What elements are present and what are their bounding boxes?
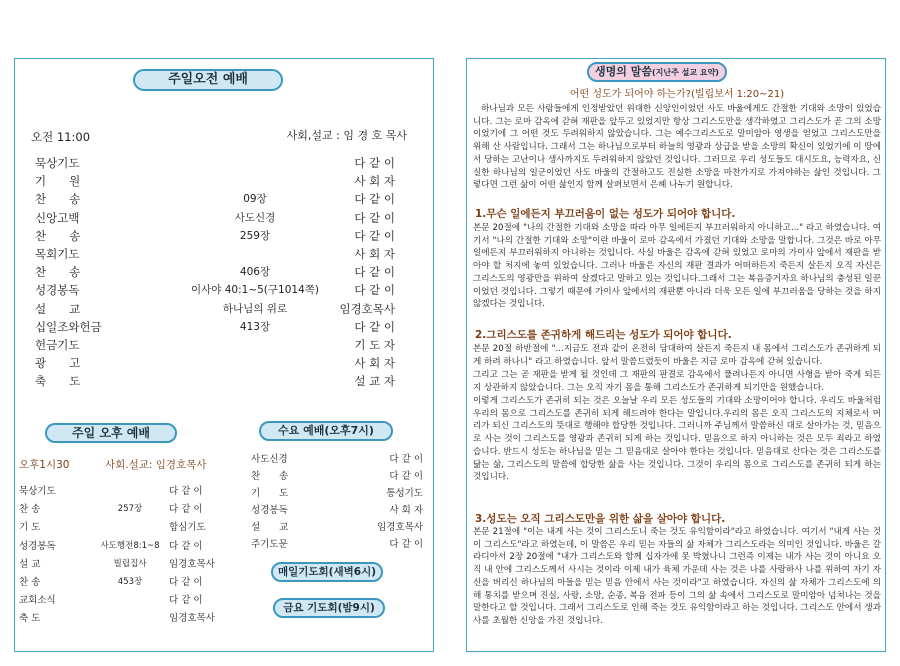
afternoon-order-row-name: 교회소식: [19, 595, 56, 607]
morning-order-row-name: 광 고: [35, 356, 81, 371]
afternoon-order-row-who: 다 같 이: [169, 504, 203, 516]
afternoon-order-row: [19, 610, 249, 627]
wednesday-order-row-name: 성경봉독: [251, 505, 288, 516]
sermon-point-1: 1.무슨 일에든지 부끄러움이 없는 성도가 되어야 합니다.: [475, 208, 736, 220]
morning-order-row-name: 신앙고백: [35, 210, 80, 225]
afternoon-order-row: [19, 501, 249, 518]
afternoon-order-row-mid: 453장: [117, 577, 143, 587]
morning-order-row: [35, 228, 415, 245]
morning-order-row-who: 다 같 이: [354, 156, 395, 170]
morning-order-row-who: 사 회 자: [354, 356, 395, 371]
morning-order-row-name: 묵상기도: [35, 156, 80, 170]
morning-preacher: 사회,설교 : 임 경 호 목사: [286, 129, 407, 142]
morning-order-row-name: 기 원: [35, 174, 81, 189]
sermon-point-2-body-a: 본문 20절 하반절에 "...지금도 전과 같이 온전히 담대하여 살든지 죽든지 내 몸에서 그리스도가 존귀하게 되게 하려 하나니" 라고 하였습니다. 앞서 말씀드렸듯이 바울은 지금 로마 감옥에 갇혀 있습니다.: [473, 344, 881, 367]
wednesday-order-row-who: 다 같 이: [389, 471, 423, 482]
morning-order-row: [35, 337, 415, 354]
morning-order-row-who: 다 같 이: [354, 319, 395, 334]
afternoon-order-row: [19, 538, 249, 555]
morning-order-row: [35, 264, 415, 281]
afternoon-order-row-who: 다 같 이: [169, 577, 203, 588]
sermon-title-sub: (지난주 설교 요약): [651, 68, 719, 77]
afternoon-order-row: [19, 592, 249, 609]
sermon-summary-panel: [466, 58, 886, 652]
morning-order-row: [35, 373, 415, 390]
wednesday-order-row-name: 찬 송: [251, 471, 289, 482]
afternoon-order-row-name: 설 교: [19, 558, 41, 570]
morning-order-row: [35, 155, 415, 172]
wednesday-order-row: [251, 451, 429, 468]
wednesday-order-row-name: 설 교: [251, 522, 289, 533]
wednesday-order-row: [251, 468, 429, 485]
afternoon-order-row-who: 다 같 이: [169, 595, 203, 607]
morning-order-row: [35, 301, 415, 318]
morning-order-row-name: 십일조와헌금: [35, 319, 102, 334]
afternoon-order-row-who: 임경호목사: [169, 613, 215, 625]
wednesday-order-row-who: 사 회 자: [389, 505, 423, 516]
morning-order-row-name: 목회기도: [35, 247, 80, 261]
morning-order-row-mid: 사도신경: [234, 211, 276, 224]
sermon-point-2-body-b: 그리고 그는 곧 재판을 받게 될 것인데 그 재판의 판결로 감옥에서 풀려나든지 아니면 사형을 받아 죽게 되든지 상관하지 않았습니다. 그는 오직 자기 몸을 통해 그리스도가 존귀하게 되기만을 원했습니다.: [473, 370, 881, 393]
wednesday-order-row-name: 주기도문: [251, 539, 288, 550]
afternoon-order-row-name: 묵상기도: [19, 486, 56, 497]
morning-order-row-who: 다 같 이: [354, 228, 395, 243]
morning-order-row: [35, 319, 415, 336]
afternoon-order-row-who: 임경호목사: [169, 558, 215, 570]
sermon-point-1-body: 본문 20절에 "나의 간절한 기대와 소망을 따라 아무 일에든지 부끄러워하지 아니하고..." 라고 하였습니다. 여기서 "나의 간절한 기대와 소망"이란 바울이 로마 감옥에서 가졌던 기대와 소망을 말합니다. 그것은 바로 아무 일에든지 부끄러워하지 아니하는 것입니다. 사실 바울은 감옥에 갇혀 있었고 로마의 가이사 앞에서 재판을 받아야 할 처지에 놓여 있었습니다. 그러나 바울은 자신의 재판 결과가 어떠하든지 죽든지 살든지 오직 자신은 그리스도의 영광만을 위하여 살겠다고 말하고 있는 것입니다.그래서 그는 복음증거자요 하나님의 충성된 일꾼이었던 것입니다. 그렇기 때문에 가이사 앞에서의 재판뿐 아니라 더욱 모든 일에 부끄러움을 당하는 것을 하지 않겠다는 것입니다.: [473, 223, 881, 310]
morning-order-row-mid: 하나님의 위로: [222, 302, 288, 315]
morning-order-row-mid: 413장: [239, 320, 271, 333]
afternoon-order-row: [19, 574, 249, 591]
sermon-point-2-body-c: 이렇게 그리스도가 존귀히 되는 것은 오늘날 우리 모든 성도들의 기대와 소망이어야 합니다. 우리도 바울처럼 우리의 몸으로 그리스도를 존귀히 되게 해드려야 한다는 말입니다.우리의 몸은 오직 그리스도의 지체로서 머리가 되신 그리스도의 뜻대로 행해야 합당한 것입니다. 그러니까 주님께서 말씀하신 대로 살아가는 것, 믿음으로 사는 것이 그리스도를 영광과 존귀히 되게 하는 것입니다. 믿음으로 하지 아니하는 것은 모두 죄라고 하였습니다. 반드시 성도는 하나님을 믿는 그 믿음대로 살아야 한다는 것입니다. 믿음대로 산다는 것은 그리스도를 닮는 삶, 그리스도의 말씀에 합당한 삶을 사는 것입니다. 그것이 우리의 몸으로 그리스도를 존귀히 되게 하는 것입니다.: [473, 396, 881, 483]
morning-order-row-who: 다 같 이: [354, 265, 395, 280]
sermon-title-main: 생명의 말씀: [595, 65, 652, 78]
afternoon-time: 오후1시30: [19, 459, 70, 471]
wednesday-order-row: [251, 536, 429, 553]
morning-order-row: [35, 246, 415, 263]
wednesday-order-row: [251, 519, 429, 536]
daily-prayer-title: 매일기도회(새벽6시): [271, 562, 383, 582]
sermon-point-2: 2.그리스도를 존귀하게 해드리는 성도가 되어야 합니다.: [475, 329, 732, 341]
morning-order-row-name: 찬 송: [35, 192, 81, 207]
sermon-section-title: [587, 62, 727, 82]
morning-order-row: [35, 173, 415, 190]
wednesday-order-row-who: 다 같 이: [389, 454, 423, 465]
morning-order-row-who: 다 같 이: [354, 283, 395, 298]
morning-order-row-who: 기 도 자: [354, 338, 395, 352]
morning-order-row-who: 설 교 자: [354, 374, 395, 389]
morning-order-row-who: 사 회 자: [354, 174, 395, 189]
morning-order-row-mid: 이사야 40:1~5(구1014쪽): [190, 284, 320, 297]
afternoon-order-row-name: 성경봉독: [19, 540, 56, 552]
afternoon-preacher: 사회.설교: 임경호목사: [105, 459, 207, 471]
afternoon-order-row-mid: 257장: [117, 504, 143, 515]
sermon-point-3: 3.성도는 오직 그리스도만을 위한 삶을 살아야 합니다.: [475, 513, 726, 525]
wednesday-order-row-who: 다 같 이: [389, 539, 423, 550]
morning-order-row-name: 찬 송: [35, 228, 81, 243]
morning-worship-title: 주일오전 예배: [133, 69, 283, 91]
morning-time: 오전 11:00: [31, 130, 91, 144]
morning-order-row: [35, 210, 415, 227]
afternoon-order-row: [19, 519, 249, 536]
afternoon-order-row: [19, 556, 249, 573]
morning-order-row-name: 설 교: [35, 301, 81, 316]
afternoon-order-row-mid: 빌립집사: [113, 558, 147, 569]
morning-order-row: [35, 282, 415, 299]
morning-order-row-name: 성경봉독: [35, 283, 80, 298]
afternoon-order-row-name: 찬 송: [19, 577, 41, 588]
morning-order-row: [35, 355, 415, 372]
morning-order-row-name: 헌금기도: [35, 338, 80, 352]
morning-order-row-who: 다 같 이: [354, 192, 395, 207]
sermon-subtitle: 어떤 성도가 되어야 하는가?(빌립보서 1:20~21): [569, 89, 785, 100]
wednesday-order-row: [251, 502, 429, 519]
morning-order-row: [35, 191, 415, 208]
friday-prayer-title: 금요 기도회(밤9시): [273, 598, 385, 618]
sermon-intro: 하나님과 모든 사람들에게 인정받았던 위대한 신앙인이었던 사도 바울에게도 간절한 기대와 소망이 있었습니다. 그는 로마 감옥에 갇혀 재판을 앞두고 있었지만 항상 그리스도만을 생각하였고 그리스도가 곧 그의 소망이었기에 그 어떤 것도 두려워하지 않았습니다. 그는 예수그리스도로 말미암아 영생을 얻었고 그리스도만을 위해 산 사람입니다. 그래서 그는 하나님으로부터 하늘의 영광과 상급을 받을 소망의 확신이 있었기에 이 땅에서 당하는 고난이나 생사까지도 두려워하지 않았던 것입니다. 그러므로 우리 성도들도 대시도요, 능력자요, 신실한 하나님의 일군이었던 사도 바울의 간절하고도 진실한 소망을 마찬가지로 가져야하는 삶인 것입니다. 그렇다면 그런 삶이 어떤 삶인지 함께 살펴보면서 은혜 나누기 원합니다.: [473, 104, 881, 191]
afternoon-order-row-who: 다 같 이: [169, 486, 203, 497]
wednesday-worship-title: 수요 예배(오후7시): [259, 421, 393, 441]
morning-order-row-who: 사 회 자: [354, 247, 395, 261]
afternoon-order-row-name: 기 도: [19, 522, 41, 534]
afternoon-order-row-who: 합심기도: [169, 522, 206, 534]
morning-order-row-mid: 09장: [243, 193, 267, 206]
morning-order-row-name: 축 도: [35, 374, 81, 389]
morning-order-row-who: 다 같 이: [354, 210, 395, 225]
afternoon-order-row: [19, 483, 249, 500]
morning-order-row-mid: 406장: [239, 266, 271, 279]
afternoon-order-row-mid: 사도행전8:1~8: [100, 540, 160, 551]
sermon-point-3-body: 본문 21절에 "이는 내게 사는 것이 그리스도니 죽는 것도 유익함이라"라고 하였습니다. 여기서 "내게 사는 것이 그리스도"라고 하였는데, 이 말씀은 우리 믿는 자들의 삶 자체가 그리스도라는 의미인 것입니다. 바울은 갈라디아서 2장 20절에 "내가 그리스도와 함께 십자가에 못 박혔나니 그런즉 이제는 내가 사는 것이 아니요 오직 내 안에 그리스도께서 사시는 것이라 이제 내가 육체 가운데 사는 것은 나를 사랑하사 나를 위하여 자기 자신을 버리신 하나님의 아들을 믿는 믿음 안에서 사는 것이라"고 하였습니다. 자신의 삶 자체가 그리스도에 의해 통치를 받으며 진실, 사랑, 소망, 순종, 복음 전파 등이 그의 삶 속에서 그리스도로 말미암아 넘쳐나는 것을 말한다고 할 것입니다. 그래서 그리스도로 인해 죽는 것도 유익함이라고 하는 것입니다. 그리스도 안에서 생과 사를 초월한 신앙을 가진 것입니다.: [473, 527, 881, 626]
wednesday-order-row-who: 통성기도: [386, 488, 423, 499]
morning-order-row-name: 찬 송: [35, 265, 81, 280]
afternoon-order-row-who: 다 같 이: [169, 540, 203, 552]
wednesday-order-row-name: 사도신경: [251, 454, 288, 465]
afternoon-worship-title: 주일 오후 예배: [45, 423, 177, 443]
wednesday-order-row-name: 기 도: [251, 488, 289, 499]
wednesday-order-row: [251, 485, 429, 502]
afternoon-order-row-name: 축 도: [19, 613, 41, 625]
morning-order-row-who: 임경호목사: [339, 301, 395, 316]
morning-order-row-mid: 259장: [239, 229, 271, 242]
worship-schedule-panel: [14, 58, 434, 652]
wednesday-order-row-who: 임경호목사: [377, 522, 423, 533]
afternoon-order-row-name: 찬 송: [19, 504, 41, 516]
